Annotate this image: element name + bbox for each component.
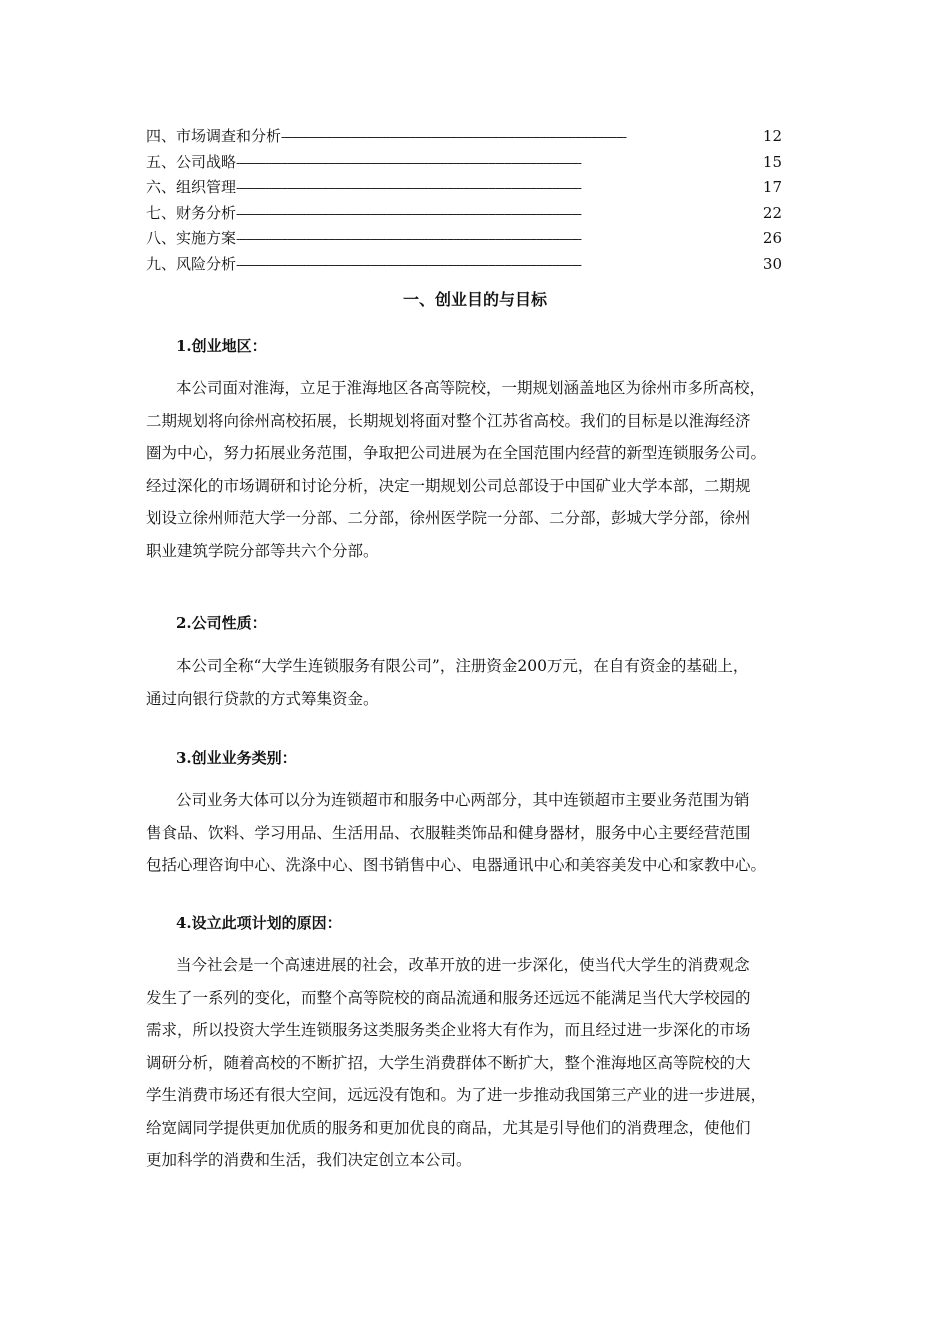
paragraph-line: 发生了一系列的变化，而整个高等院校的商品流通和服务还远远不能满足当代大学校园的 (146, 988, 751, 1007)
toc-leader-dashes: ------------------------------------------------------------------------------------------------------------ (236, 206, 581, 222)
paragraph-line: 本公司全称“大学生连锁服务有限公司”，注册资金200万元，在自有资金的基础上， (176, 657, 749, 675)
paragraph-line: 划设立徐州师范大学一分部、二分部，徐州医学院一分部、二分部，彭城大学分部，徐州 (146, 509, 751, 527)
toc-entry[interactable] (146, 175, 782, 201)
section-title: 4.设立此项计划的原因： (176, 914, 342, 932)
toc-entry[interactable] (146, 150, 782, 176)
paragraph-line: 售食品、饮料、学习用品、生活用品、衣服鞋类饰品和健身器材，服务中心主要经营范围 (146, 823, 751, 842)
table-of-contents (146, 124, 782, 277)
toc-leader-dashes: ------------------------------------------------------------------------------------------------------------ (236, 257, 581, 273)
paragraph-line: 本公司面对淮海，立足于淮海地区各高等院校，一期规划涵盖地区为徐州市多所高校， (176, 379, 766, 397)
section-title: 2.公司性质： (176, 614, 267, 632)
paragraph-line: 二期规划将向徐州高校拓展，长期规划将面对整个江苏省高校。我们的目标是以淮海经济 (146, 411, 751, 430)
paragraph-line: 调研分析，随着高校的不断扩招，大学生消费群体不断扩大，整个淮海地区高等院校的大 (146, 1053, 751, 1072)
paragraph-line: 公司业务大体可以分为连锁超市和服务中心两部分，其中连锁超市主要业务范围为销 (176, 791, 750, 809)
paragraph-line: 包括心理咨询中心、洗涤中心、图书销售中心、电器通讯中心和美容美发中心和家教中心。 (146, 856, 767, 874)
toc-page-number: 22 (762, 203, 782, 222)
section-paragraph (146, 949, 806, 1177)
toc-leader-dashes: ------------------------------------------------------------------------------------------------------------ (281, 130, 626, 145)
toc-entry-title: 五、公司战略 (146, 152, 237, 171)
paragraph-line: 经过深化的市场调研和讨论分析，决定一期规划公司总部设于中国矿业大学本部，二期规 (146, 476, 751, 495)
section-paragraph (146, 650, 806, 715)
paragraph-line: 给宽阔同学提供更加优质的服务和更加优良的商品，尤其是引导他们的消费理念，使他们 (146, 1118, 751, 1137)
section-title: 3.创业业务类别： (176, 749, 297, 767)
toc-page-number: 12 (762, 127, 782, 145)
toc-entry[interactable] (146, 226, 782, 252)
toc-entry[interactable] (146, 201, 782, 227)
toc-entry[interactable] (146, 252, 782, 278)
paragraph-line: 学生消费市场还有很大空间，远远没有饱和。为了进一步推动我国第三产业的进一步进展， (146, 1086, 767, 1104)
toc-entry-title: 四、市场调查和分析 (146, 127, 282, 145)
toc-leader-dashes: ------------------------------------------------------------------------------------------------------------ (236, 232, 581, 247)
toc-entry[interactable] (146, 124, 782, 150)
section-title: 1.创业地区： (176, 337, 267, 355)
chapter-heading: 一、创业目的与目标 (402, 290, 547, 309)
paragraph-line: 圈为中心，努力拓展业务范围，争取把公司进展为在全国范围内经营的新型连锁服务公司。 (146, 444, 767, 462)
paragraph-line: 需求，所以投资大学生连锁服务这类服务类企业将大有作为，而且经过进一步深化的市场 (146, 1021, 751, 1039)
paragraph-line: 更加科学的消费和生活，我们决定创立本公司。 (146, 1151, 472, 1169)
paragraph-line: 当今社会是一个高速进展的社会，改革开放的进一步深化，使当代大学生的消费观念 (176, 956, 750, 974)
toc-entry-title: 九、风险分析 (146, 254, 237, 273)
section-paragraph (146, 372, 806, 567)
toc-page-number: 17 (762, 178, 782, 196)
paragraph-line: 职业建筑学院分部等共六个分部。 (146, 541, 379, 560)
toc-entry-title: 六、组织管理 (146, 178, 237, 196)
toc-leader-dashes: ------------------------------------------------------------------------------------------------------------ (236, 181, 581, 196)
toc-page-number: 15 (762, 152, 782, 171)
toc-page-number: 30 (762, 254, 782, 273)
section-paragraph (146, 784, 806, 882)
toc-leader-dashes: ------------------------------------------------------------------------------------------------------------ (236, 155, 581, 171)
toc-entry-title: 七、财务分析 (146, 203, 237, 222)
toc-entry-title: 八、实施方案 (146, 229, 237, 247)
paragraph-line: 通过向银行贷款的方式筹集资金。 (146, 689, 379, 708)
toc-page-number: 26 (762, 229, 782, 247)
